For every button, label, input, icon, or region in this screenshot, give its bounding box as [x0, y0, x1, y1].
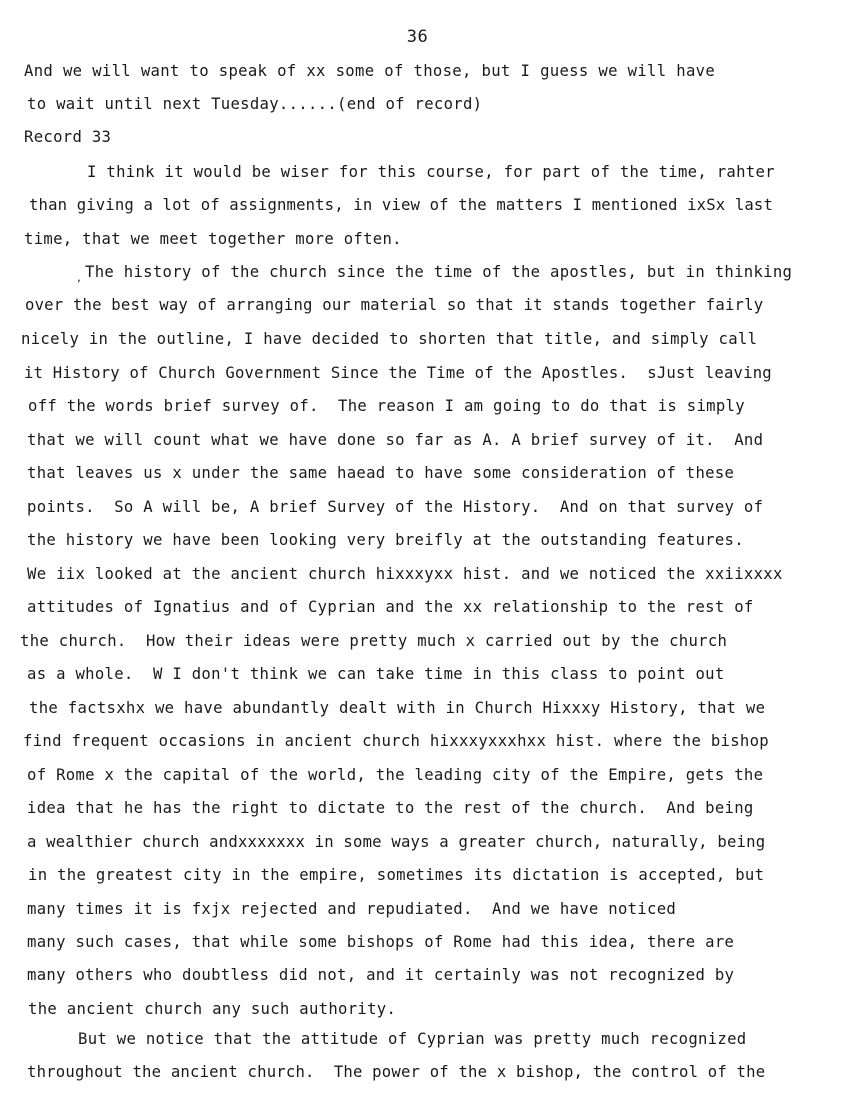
text-line: a wealthier church andxxxxxxx in some ways a greater church, naturally, being [27, 833, 766, 851]
text-line: points. So A will be, A brief Survey of the History. And on that survey of [27, 498, 764, 516]
text-line: the history we have been looking very breifly at the outstanding features. [27, 531, 744, 549]
text-line: it History of Church Government Since the Time of the Apostles. sJust leaving [24, 364, 772, 382]
text-line: The history of the church since the time of the apostles, but in thinking [85, 263, 793, 281]
text-line: of Rome x the capital of the world, the leading city of the Empire, gets the [27, 766, 764, 784]
text-line: find frequent occasions in ancient church hixxxyxxxhxx hist. where the bishop [23, 732, 769, 750]
text-line: We iix looked at the ancient church hixxxyxx hist. and we noticed the xxiixxxx [27, 565, 783, 583]
text-line: I think it would be wiser for this course, for part of the time, rahter [87, 163, 775, 181]
text-line: the ancient church any such authority. [28, 1000, 397, 1018]
text-line: in the greatest city in the empire, sometimes its dictation is accepted, but [28, 866, 765, 884]
text-line: the church. How their ideas were pretty much x carried out by the church [20, 632, 728, 650]
page-number: 36 [406, 27, 429, 47]
typewriter-mark: , [76, 273, 83, 284]
text-line: off the words brief survey of. The reason I am going to do that is simply [28, 397, 745, 415]
text-line: But we notice that the attitude of Cyprian was pretty much recognized [78, 1030, 747, 1048]
text-line: many others who doubtless did not, and it certainly was not recognized by [27, 966, 735, 984]
text-line: many times it is fxjx rejected and repudiated. And we have noticed [27, 900, 677, 918]
text-line: that leaves us x under the same haead to have some consideration of these [27, 464, 735, 482]
text-line: the factsxhx we have abundantly dealt with in Church Hixxxy History, that we [29, 699, 766, 717]
text-line: idea that he has the right to dictate to the rest of the church. And being [27, 799, 754, 817]
text-line: to wait until next Tuesday......(end of record) [27, 95, 483, 113]
text-line: And we will want to speak of xx some of those, but I guess we will have [24, 62, 716, 80]
text-line: many such cases, that while some bishops of Rome had this idea, there are [27, 933, 735, 951]
record-heading: Record 33 [24, 128, 112, 146]
text-line: than giving a lot of assignments, in view of the matters I mentioned ixSx last [29, 196, 773, 214]
text-line: as a whole. W I don't think we can take time in this class to point out [27, 665, 725, 683]
text-line: nicely in the outline, I have decided to shorten that title, and simply call [21, 330, 758, 348]
text-line: that we will count what we have done so far as A. A brief survey of it. And [27, 431, 764, 449]
text-line: over the best way of arranging our material so that it stands together fairly [25, 296, 764, 314]
text-line: attitudes of Ignatius and of Cyprian and the xx relationship to the rest of [27, 598, 754, 616]
text-line: throughout the ancient church. The power of the x bishop, the control of the [27, 1063, 766, 1081]
text-line: time, that we meet together more often. [24, 230, 402, 248]
